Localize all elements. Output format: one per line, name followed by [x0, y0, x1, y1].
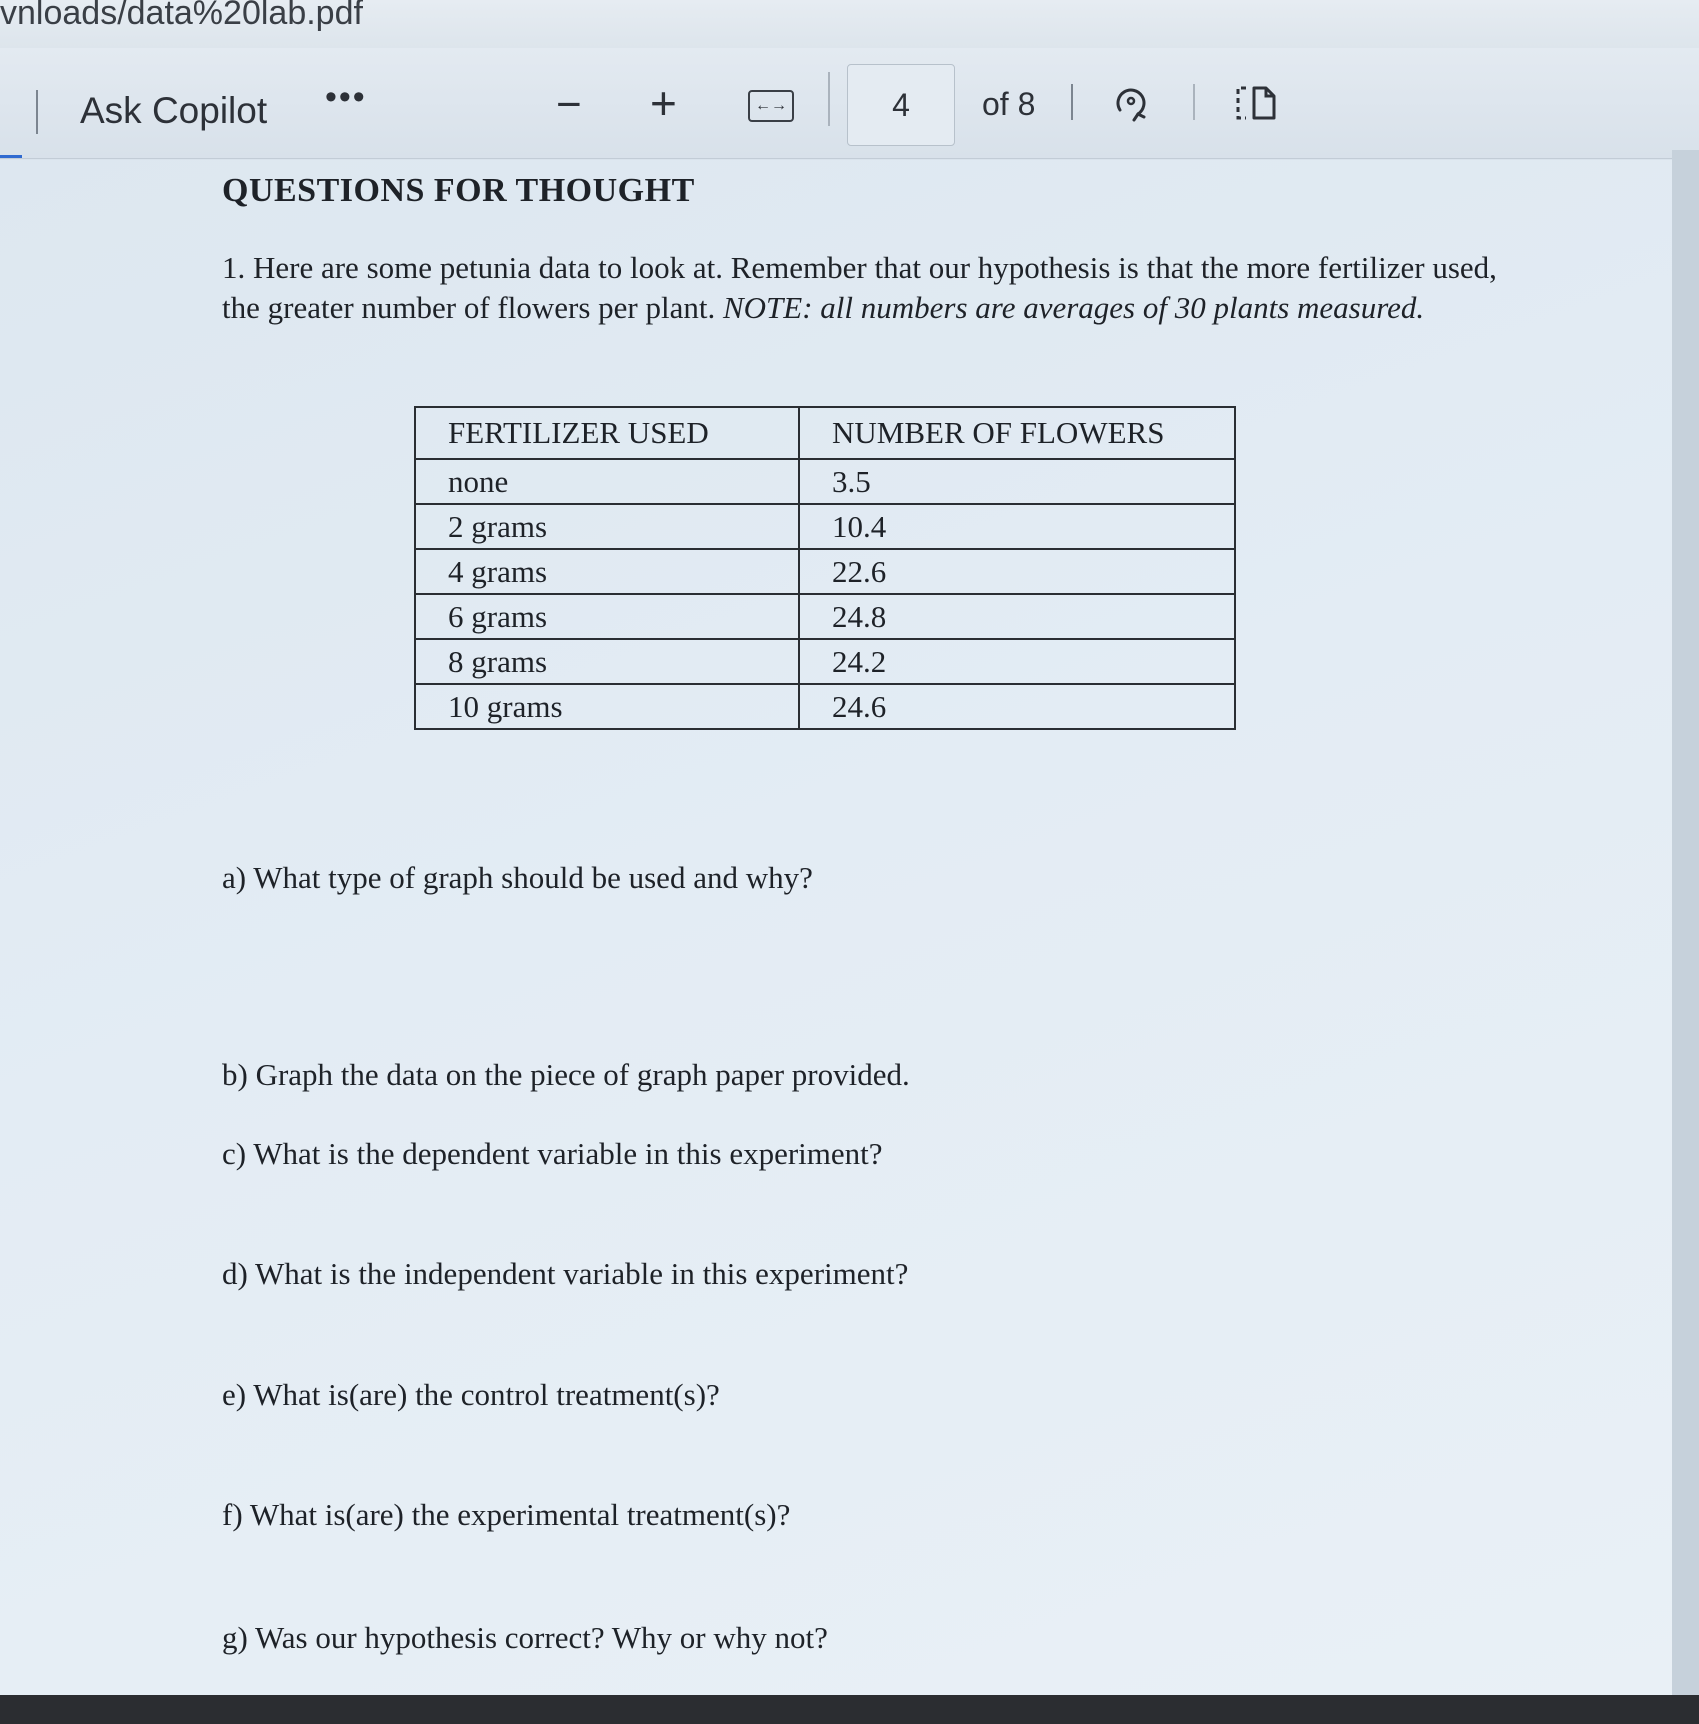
page-number-input[interactable]: 4 [847, 64, 955, 146]
table-cell: 24.6 [799, 684, 1235, 729]
question-c: c) What is the dependent variable in this experiment? [222, 1136, 883, 1171]
intro-text: 1. Here are some petunia data to look at. Remember that our hypothesis is that the more fertilizer used, the greater number of flowers per plant. [222, 250, 1497, 325]
table-row [415, 684, 1235, 729]
table-row [415, 639, 1235, 684]
taskbar-edge [0, 1695, 1699, 1724]
table-cell: 10.4 [799, 504, 1235, 549]
question-b: b) Graph the data on the piece of graph paper provided. [222, 1057, 910, 1092]
table-cell: 8 grams [415, 639, 799, 684]
column-header: FERTILIZER USED [415, 407, 799, 459]
table-cell: none [415, 459, 799, 504]
intro-note: NOTE: all numbers are averages of 30 plants measured. [722, 290, 1425, 325]
more-options-button[interactable]: ••• [325, 78, 367, 116]
pdf-toolbar [0, 48, 1699, 159]
intro-paragraph [222, 248, 1532, 328]
sidebar-tab-indicator [0, 70, 22, 158]
table-cell: 4 grams [415, 549, 799, 594]
two-page-view-icon-glyph [1232, 84, 1278, 122]
table-cell: 3.5 [799, 459, 1235, 504]
page-total: of 8 [982, 86, 1036, 122]
rotate-icon-glyph [1112, 84, 1150, 122]
table-cell: 6 grams [415, 594, 799, 639]
table-cell: 2 grams [415, 504, 799, 549]
table-row [415, 504, 1235, 549]
column-header: NUMBER OF FLOWERS [799, 407, 1235, 459]
toolbar-divider [828, 72, 830, 126]
two-page-view-icon[interactable] [1232, 84, 1278, 122]
page-heading: QUESTIONS FOR THOUGHT [222, 172, 695, 209]
toolbar-divider [1193, 84, 1195, 120]
zoom-out-button[interactable]: − [556, 80, 582, 129]
table-cell: 10 grams [415, 684, 799, 729]
question-f: f) What is(are) the experimental treatment(s)? [222, 1497, 791, 1532]
table-row [415, 459, 1235, 504]
zoom-in-button[interactable]: + [650, 77, 677, 129]
toolbar-divider [1071, 84, 1073, 120]
address-bar[interactable] [0, 0, 1699, 48]
pdf-page[interactable] [0, 160, 1672, 1695]
table-cell: 24.2 [799, 639, 1235, 684]
table-row [415, 549, 1235, 594]
question-a: a) What type of graph should be used and why? [222, 860, 813, 895]
scrollbar-track[interactable] [1672, 150, 1699, 1695]
fit-width-icon[interactable]: ←→ [748, 90, 794, 122]
toolbar-divider [36, 90, 38, 134]
table-cell: 24.8 [799, 594, 1235, 639]
address-url[interactable]: vnloads/data%20lab.pdf [0, 0, 363, 32]
fertilizer-table [414, 406, 1236, 730]
question-e: e) What is(are) the control treatment(s)? [222, 1377, 720, 1412]
table-cell: 22.6 [799, 549, 1235, 594]
table-row [415, 594, 1235, 639]
ask-copilot-button[interactable]: Ask Copilot [80, 90, 268, 131]
question-d: d) What is the independent variable in this experiment? [222, 1256, 909, 1291]
question-g: g) Was our hypothesis correct? Why or why not? [222, 1620, 828, 1655]
rotate-icon[interactable] [1112, 84, 1150, 122]
table-header-row [415, 407, 1235, 459]
